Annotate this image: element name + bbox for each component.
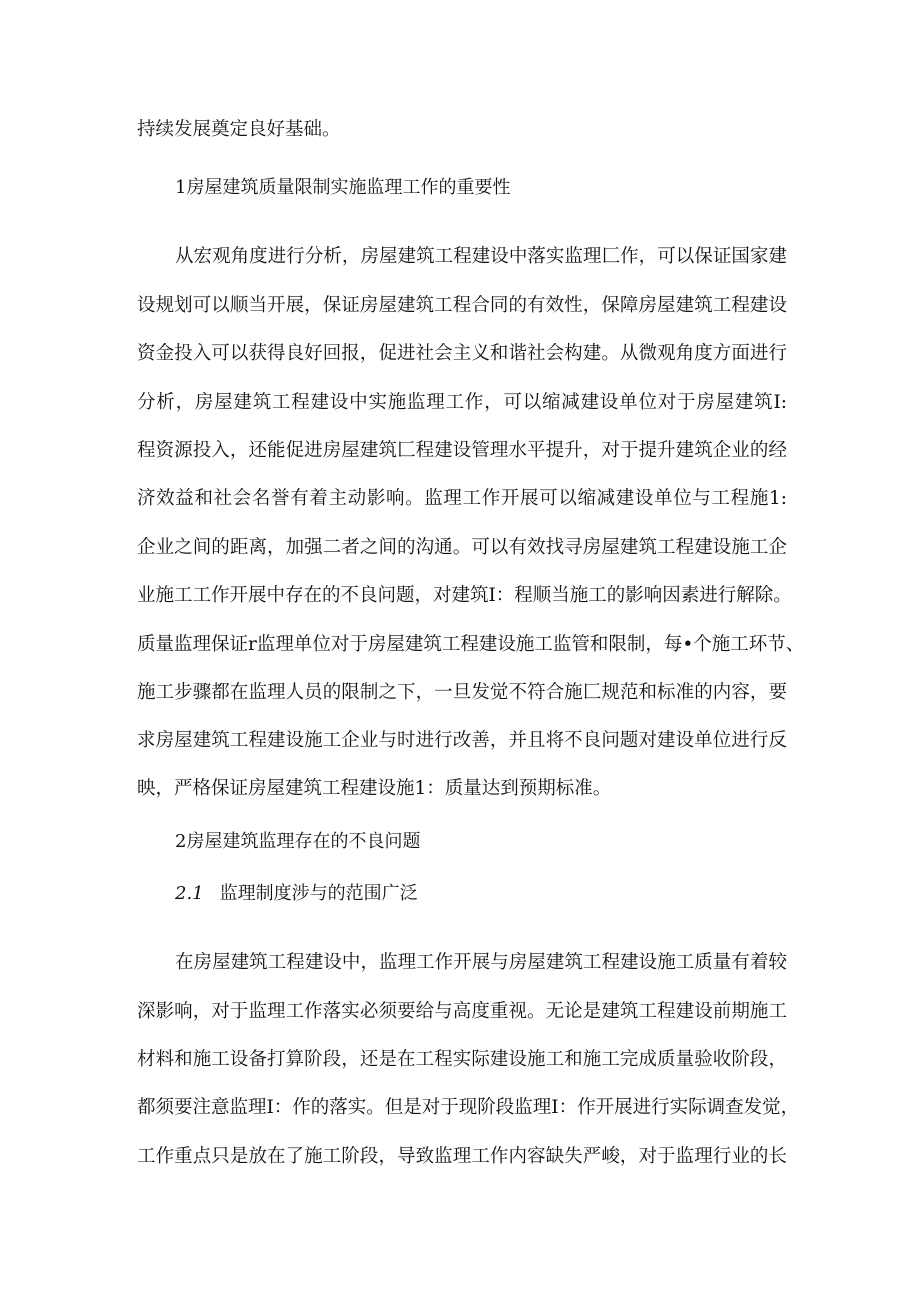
paragraph-line: 在房屋建筑工程建设中，监理工作开展与房屋建筑工程建设施工质量有着较 bbox=[175, 952, 787, 973]
paragraph-line: 施工步骤都在监理人员的限制之下，一旦发觉不符合施匚规范和标准的内容，要 bbox=[137, 682, 787, 703]
paragraph-fragment: 持续发展奠定良好基础。 bbox=[137, 119, 341, 140]
section-heading-1: 1房屋建筑质量限制实施监理工作的重要性 bbox=[175, 177, 511, 198]
paragraph-line: 设规划可以顺当开展，保证房屋建筑工程合同的有效性，保障房屋建筑工程建设 bbox=[137, 295, 787, 316]
paragraph-line: 工作重点只是放在了施工阶段，导致监理工作内容缺失严峻，对于监理行业的长 bbox=[137, 1146, 787, 1167]
paragraph-line: 映，严格保证房屋建筑工程建设施1：质量达到预期标准。 bbox=[137, 778, 612, 799]
paragraph-line: 资金投入可以获得良好回报，促进社会主义和谐社会构建。从微观角度方面进行 bbox=[137, 343, 787, 364]
paragraph-line: 分析，房屋建筑工程建设中实施监理工作，可以缩减建设单位对于房屋建筑I: bbox=[137, 392, 787, 413]
paragraph-line: 程资源投入，还能促进房屋建筑匚程建设管理水平提升，对于提升建筑企业的经 bbox=[137, 440, 787, 461]
paragraph-line: 济效益和社会名誉有着主动影响。监理工作开展可以缩减建设单位与工程施1: bbox=[137, 488, 787, 509]
paragraph-line: 深影响，对于监理工作落实必须要给与高度重视。无论是建筑工程建设前期施工 bbox=[137, 1001, 787, 1022]
subsection-number: 2.1 bbox=[175, 883, 204, 904]
paragraph-line: 从宏观角度进行分析，房屋建筑工程建设中落实监理匚作，可以保证国家建 bbox=[175, 246, 787, 267]
subsection-heading-2-1 bbox=[175, 882, 418, 906]
paragraph-line: 都须要注意监理I：作的落实。但是对于现阶段监理I：作开展进行实际调查发觉， bbox=[137, 1097, 800, 1118]
section-heading-2: 2房屋建筑监理存在的不良问题 bbox=[175, 831, 421, 852]
paragraph-line: 质量监理保证r监理单位对于房屋建筑工程建设施工监管和限制，每•个施工环节、 bbox=[137, 634, 805, 655]
paragraph-line: 材料和施工设备打算阶段，还是在工程实际建设施工和施工完成质量验收阶段， bbox=[137, 1049, 787, 1070]
paragraph-line: 业施工工作开展中存在的不良问题，对建筑I：程顺当施工的影响因素进行解除。 bbox=[137, 585, 792, 606]
subsection-title: 监理制度涉与的范围广泛 bbox=[219, 883, 418, 904]
paragraph-line: 求房屋建筑工程建设施工企业与时进行改善，并且将不良问题对建设单位进行反 bbox=[137, 730, 787, 751]
paragraph-line: 企业之间的距离，加强二者之间的沟通。可以有效找寻房屋建筑工程建设施工企 bbox=[137, 537, 787, 558]
